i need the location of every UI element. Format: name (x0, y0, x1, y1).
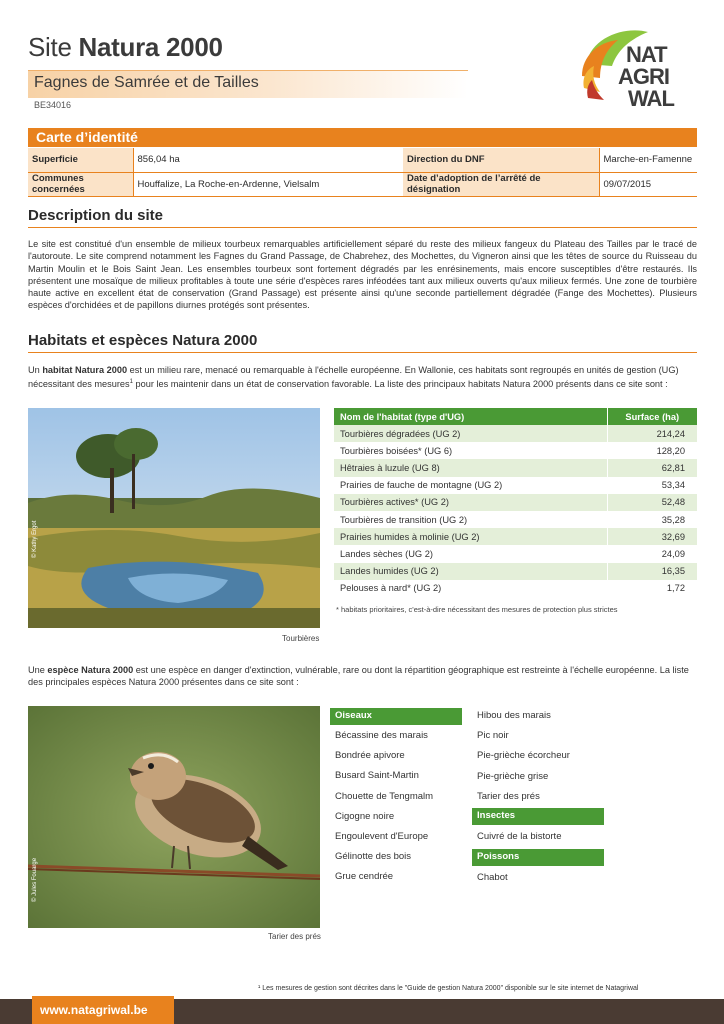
table-row (334, 563, 697, 580)
habitats-title: Habitats et espèces Natura 2000 (28, 332, 258, 349)
identity-value: 09/07/2015 (599, 172, 697, 196)
table-row (334, 425, 697, 442)
species-item: Cigogne noire (335, 810, 395, 822)
species-item: Pie-grièche écorcheur (477, 750, 570, 762)
identity-table (28, 148, 697, 197)
species-group-fish: Poissons (472, 849, 604, 866)
species-item: Bondrée apivore (335, 750, 405, 762)
species-item: Chouette de Tengmalm (335, 790, 434, 802)
table-row (334, 477, 697, 494)
site-code: BE34016 (34, 100, 72, 110)
photo-credit: © Jules Fouarge (32, 857, 38, 902)
site-name: Fagnes de Samrée et de Tailles (34, 74, 259, 91)
habitat-surface: 62,81 (607, 459, 697, 476)
identity-row (28, 148, 697, 172)
habitat-surface: 16,35 (607, 563, 697, 580)
species-item: Pie-grièche grise (477, 770, 549, 782)
identity-value: 856,04 ha (133, 148, 403, 172)
species-item: Cuivré de la bistorte (477, 831, 562, 842)
identity-label: Direction du DNF (403, 148, 599, 172)
species-item: Busard Saint-Martin (335, 770, 419, 782)
habitat-name: Tourbières dégradées (UG 2) (334, 425, 607, 442)
habitat-surface: 1,72 (607, 580, 697, 597)
habitats-intro: Un habitat Natura 2000 est un milieu rare, menacé ou remarquable à l'échelle européenne. En Wallonie, ces habitats sont regroupés en unités de gestion (UG) nécessitant des mesures$^1$ pour les maintenir dans un état de conservation favorable. La liste des principaux habitats Natura 2000 présents dans ce site sont : (28, 365, 679, 390)
identity-label: Communes concernées (28, 172, 133, 196)
habitat-name: Landes humides (UG 2) (334, 563, 607, 580)
table-row (334, 494, 697, 511)
photo-caption: Tarier des prés (268, 932, 321, 941)
species-item: Pic noir (477, 730, 509, 742)
table-row (334, 442, 697, 459)
table-row (334, 545, 697, 562)
species-item: Tarier des prés (477, 790, 540, 802)
habitat-name: Tourbières boisées* (UG 6) (334, 442, 607, 459)
habitats-note: * habitats prioritaires, c'est-à-dire nécessitant des mesures de protection plus strictes (336, 605, 618, 614)
description-title: Description du site (28, 207, 164, 224)
species-intro: Une espèce Natura 2000 est une espèce en danger d'extinction, vulnérable, rare ou dont la répartition géographique est restreinte à l'échelle européenne. La liste des principales espèces Natura 2000 présentes dans ce site sont : (28, 665, 689, 688)
peat-bog-photo (28, 408, 320, 628)
table-row (334, 580, 697, 597)
species-group-insects: Insectes (472, 808, 604, 825)
species-item: Chabot (477, 872, 508, 883)
identity-value: Marche-en-Famenne (599, 148, 697, 172)
table-row (334, 528, 697, 545)
species-item: Engoulevent d'Europe (335, 831, 429, 842)
habitat-name: Tourbières actives* (UG 2) (334, 494, 607, 511)
habitat-surface: 32,69 (607, 528, 697, 545)
photo-credit: © Kathy Ergot (32, 520, 38, 558)
species-item: Gélinotte des bois (335, 851, 412, 863)
divider (28, 352, 697, 353)
identity-row (28, 172, 697, 196)
table-row (334, 511, 697, 528)
habitat-surface: 53,34 (607, 477, 697, 494)
column-header-surface: Surface (ha) (607, 408, 697, 425)
habitats-table (334, 408, 697, 597)
habitat-name: Landes sèches (UG 2) (334, 545, 607, 562)
habitat-name: Hêtraies à luzule (UG 8) (334, 459, 607, 476)
habitat-surface: 35,28 (607, 511, 697, 528)
identity-title: Carte d’identité (36, 129, 138, 145)
description-text: Le site est constitué d'un ensemble de milieux tourbeux remarquables artificiellement séparé du reste des milieux fangeux du Plateau des Tailles par le tracé de l'autoroute. Le site comprend notamment les Fagnes du Grand Passage, de Chabrehez, des Mochettes, du Vigneron ainsi que les têtes de source du Ruisseau du Martin Moulin et le Bois Saint Jean. Les ensembles tourbeux sont fortement dégradés par les enrésinements, mais encore susceptibles d'être restaurés. Ils présentent une mosaïque de milieux profitables à toute une série d'espèces rares inféodées tant aux milieux ouverts qu'aux milieux fermés. Une zone de tourbière haute active en excellent état de conservation (Grand Passage) est présente ainsi qu'une seconde partiellement dégradée (Fange des Mochettes). Plusieurs espèces d'orchidées et de papillons diurnes protégés sont présentes. (28, 239, 697, 311)
photo-caption: Tourbières (282, 634, 320, 643)
identity-label: Superficie (28, 148, 133, 172)
habitat-surface: 52,48 (607, 494, 697, 511)
natagriwal-logo: NAT AGRI WAL (578, 26, 696, 116)
species-item: Grue cendrée (335, 871, 394, 883)
habitat-surface: 24,09 (607, 545, 697, 562)
identity-value: Houffalize, La Roche-en-Ardenne, Vielsalm (133, 172, 403, 196)
table-row (334, 459, 697, 476)
species-group-birds: Oiseaux (330, 708, 462, 725)
footnote: ¹ Les mesures de gestion sont décrites dans le "Guide de gestion Natura 2000" disponible sur le site internet de Natagriwal (258, 985, 639, 992)
habitat-surface: 128,20 (607, 442, 697, 459)
habitat-surface: 214,24 (607, 425, 697, 442)
habitat-name: Pelouses à nard* (UG 2) (334, 580, 607, 597)
divider (28, 227, 697, 228)
species-item: Bécassine des marais (335, 730, 428, 741)
habitat-name: Tourbières de transition (UG 2) (334, 511, 607, 528)
species-item: Hibou des marais (477, 710, 551, 721)
habitat-name: Prairies de fauche de montagne (UG 2) (334, 477, 607, 494)
bird-photo (28, 706, 320, 928)
identity-label: Date d’adoption de l’arrêté de désignation (403, 172, 599, 196)
page-title: Site Natura 2000 (28, 32, 223, 62)
website-link[interactable]: www.natagriwal.be (40, 1003, 148, 1017)
habitat-name: Prairies humides à molinie (UG 2) (334, 528, 607, 545)
column-header-habitat: Nom de l'habitat (type d'UG) (334, 408, 607, 425)
